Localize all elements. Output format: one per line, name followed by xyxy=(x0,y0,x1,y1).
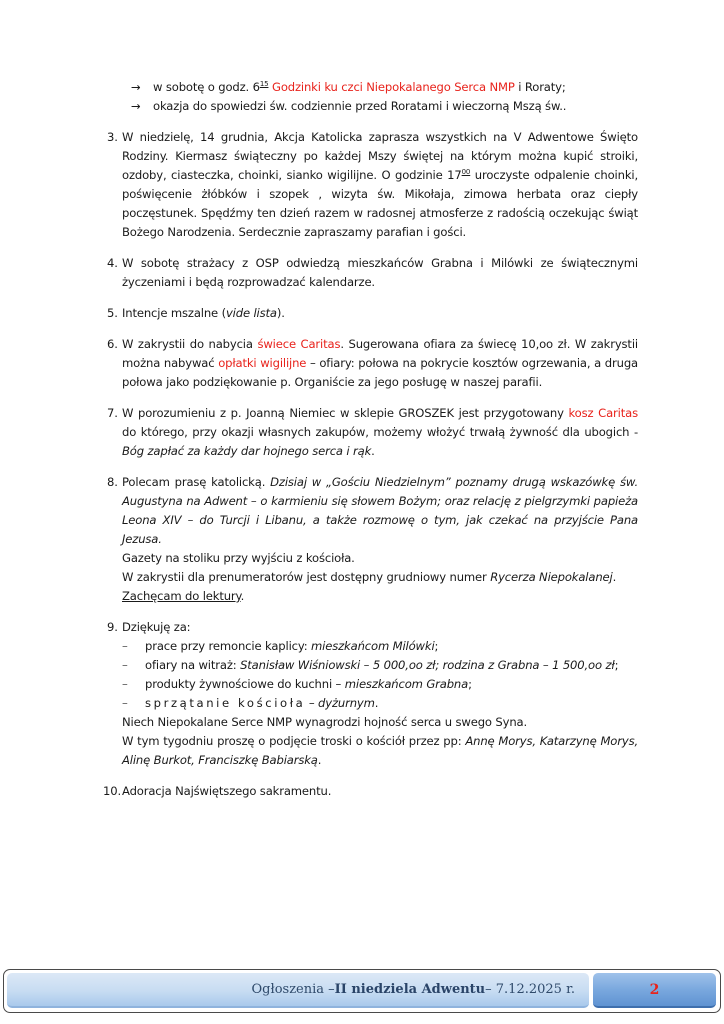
arrow-right-icon: → xyxy=(131,99,141,113)
announcement-9 xyxy=(107,618,638,770)
item-number: 4. xyxy=(107,256,118,270)
item-number: 9. xyxy=(107,620,118,634)
announcement-10: 10. Adoracja Najświętszego sakramentu. xyxy=(107,782,638,801)
page-number: 2 xyxy=(593,973,716,1008)
announcements-body xyxy=(103,78,638,813)
subscribers-line: W zakrystii dla prenumeratorów jest dostępny grudniowy numer Rycerza Niepokalanej. xyxy=(122,570,617,584)
highlight-godzinki: Godzinki ku czci Niepokalanego Serca NMP xyxy=(268,80,515,94)
item-number: 8. xyxy=(107,475,118,489)
encourage-line: Zachęcam do lektury. xyxy=(122,589,245,603)
dash-icon: – xyxy=(122,696,128,710)
thanks-item: – prace przy remoncie kaplicy: mieszkańcom Milówki; xyxy=(122,637,638,656)
thanks-item: – produkty żywnościowe do kuchni – mieszkańcom Grabna; xyxy=(122,675,638,694)
footer-title: Ogłoszenia – II niedziela Adwentu – 7.12.2025 r. xyxy=(7,973,589,1008)
highlight-candles: świece Caritas xyxy=(257,337,341,351)
blessing-line: Niech Niepokalane Serce NMP wynagrodzi hojność serca u swego Syna. xyxy=(122,715,528,729)
item-number: 7. xyxy=(107,406,118,420)
highlight-wafers: opłatki wigilijne xyxy=(218,356,307,370)
dash-icon: – xyxy=(122,658,128,672)
thanks-heading: Dziękuję za: xyxy=(122,620,191,634)
newspapers-line: Gazety na stoliku przy wyjściu z kościoła. xyxy=(122,551,355,565)
announcement-5: 5. Intencje mszalne (vide lista). xyxy=(107,304,638,323)
announcement-3: 3. W niedzielę, 14 grudnia, Akcja Katolicka zaprasza wszystkich na V Adwentowe Święto Rodziny. Kiermasz świąteczny po każdej Mszy świętej na którym można kupić stroiki, ozdoby, ciasteczka, choinki, sianko wigilijne. O godzinie $17^{00}$ uroczyste odpalenie choinki, poświęcenie żłóbków i szopek , wizyta św. Mikołaja, zimowa herbata oraz ciepły poczęstunek. Spędźmy ten dzień razem w radosnej atmosferze z radością oczekując świąt Bożego Narodzenia. Serdecznie zapraszamy parafian i gości. xyxy=(107,130,638,239)
arrow-right-icon: → xyxy=(131,80,141,94)
thanks-list xyxy=(122,637,638,713)
item-number: 3. xyxy=(107,130,118,144)
dash-icon: – xyxy=(122,677,128,691)
item-number: 5. xyxy=(107,306,118,320)
announcement-7: 7. W porozumieniu z p. Joanną Niemiec w sklepie GROSZEK jest przygotowany kosz Caritas do którego, przy okazji własnych zakupów, możemy włożyć trwałą żywność dla ubogich - Bóg zapłać za każdy dar hojnego serca i rąk. xyxy=(107,406,638,458)
care-line: W tym tygodniu proszę o podjęcie troski o kościół przez pp: Annę Morys, Katarzynę Morys, Alinę Burkot, Franciszkę Babiarską. xyxy=(122,734,638,767)
announcement-6: 6. W zakrystii do nabycia świece Caritas. Sugerowana ofiara za świecę 10,oo zł. W zakrystii można nabywać opłatki wigilijne – ofiary: połowa na pokrycie kosztów ogrzewania, a druga połowa jako podziękowanie p. Organiście za jego posługę w naszej parafii. xyxy=(107,337,638,389)
highlight-caritas-basket: kosz Caritas xyxy=(568,406,638,420)
item-number: 10. xyxy=(103,784,121,798)
saturday-bullets xyxy=(107,78,638,116)
page-footer xyxy=(3,969,721,1013)
thanks-item: – sprzątanie kościoła – dyżurnym. xyxy=(122,694,638,713)
bullet-godzinki: → w sobotę o godz. $6^{15}$ Godzinki ku czci Niepokalanego Serca NMP i Roraty; xyxy=(107,78,638,97)
dash-icon: – xyxy=(122,639,128,653)
announcement-4: 4. W sobotę strażacy z OSP odwiedzą mieszkańców Grabna i Milówki ze świątecznymi życzeniami i będą rozprowadzać kalendarze. xyxy=(107,256,638,289)
item-number: 6. xyxy=(107,337,118,351)
announcement-8: 8. Polecam prasę katolicką. Dzisiaj w „Gościu Niedzielnym” poznamy drugą wskazówkę św. Augustyna na Adwent – o karmieniu się słowem Bożym; oraz relację z pielgrzymki papieża Leona XIV – do Turcji i Libanu, a także rozmowę o tym, jak czekać na przyjście Pana Jezusa. Gazety na stoliku przy wyjściu z kościoła. W zakrystii dla prenumeratorów jest dostępny grudniowy numer Rycerza Niepokalanej. Zachęcam do lektury. xyxy=(107,473,638,606)
thanks-item: – ofiary na witraż: Stanisław Wiśniowski – 5 000,oo zł; rodzina z Grabna – 1 500,oo zł; xyxy=(122,656,638,675)
bullet-confession: → okazja do spowiedzi św. codziennie przed Roratami i wieczorną Mszą św.. xyxy=(107,97,638,116)
